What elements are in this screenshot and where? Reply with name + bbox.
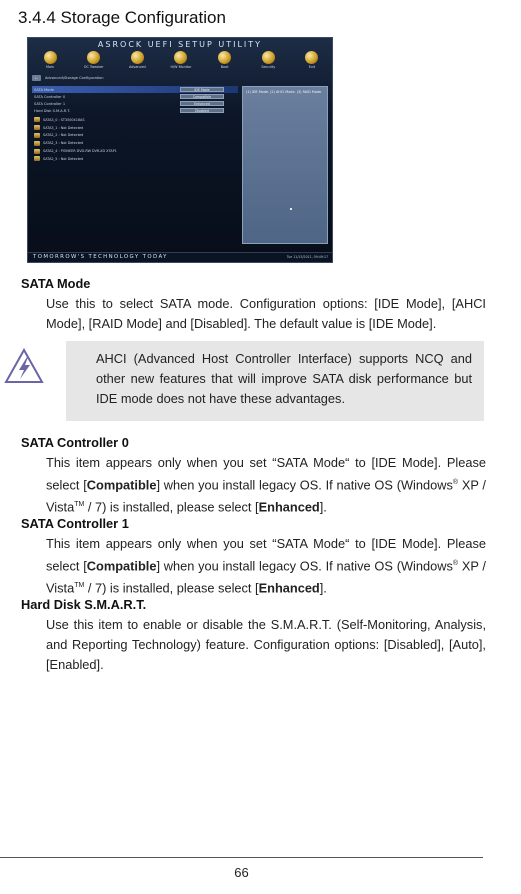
bios-item-sata-controller-1: SATA Controller 1 Enhanced bbox=[32, 100, 238, 107]
drive-item: SATA2_4 : PIONEER DVD-RW DVR-XD XTAP1 bbox=[34, 147, 117, 155]
oc-tweaker-icon bbox=[87, 51, 100, 64]
bios-menu-hw-monitor: H/W Monitor bbox=[167, 51, 195, 73]
sata-mode-heading: SATA Mode bbox=[21, 276, 91, 291]
page-number: 66 bbox=[234, 865, 249, 880]
bios-menu-main: Main bbox=[36, 51, 64, 73]
smart-text: Use this item to enable or disable the S.M.A.R.T. (Self-Monitoring, Analysis, and Reporting Technology) feature. Configuration options: [Disabled], [Auto], [Enabled]. bbox=[46, 617, 486, 672]
drive-item: SATA3_1 : Not Detected bbox=[34, 124, 117, 132]
disk-icon bbox=[34, 141, 40, 146]
sata-controller-1-text: This item appears only when you set “SATA Mode“ to [IDE Mode]. Please select [Compatible] when you install legacy OS. If native OS (Windows® XP / Vista™ / 7) is installed, please select [Enhanced]. bbox=[46, 536, 486, 596]
hw-monitor-icon bbox=[174, 51, 187, 64]
bios-menu-advanced: Advanced bbox=[123, 51, 151, 73]
bios-menu-security: Security bbox=[254, 51, 282, 73]
drive-item: SATA2_3 : Not Detected bbox=[34, 139, 117, 147]
disk-icon bbox=[34, 117, 40, 122]
back-arrow-icon: ← bbox=[34, 74, 39, 81]
disk-icon bbox=[34, 125, 40, 130]
security-icon bbox=[262, 51, 275, 64]
bios-footer: TOMORROW'S TECHNOLOGY TODAY Tue 11/15/2011, 09:49:17 bbox=[28, 252, 332, 262]
footer-rule bbox=[0, 857, 483, 858]
bios-help-panel: (1) IDE Mode. (2) AHCI Mode. (3) RAID Mode. bbox=[242, 86, 328, 244]
disk-icon bbox=[34, 133, 40, 138]
note-text: AHCI (Advanced Host Controller Interface) supports NCQ and other new features that will improve SATA disk performance but IDE mode does not have these advantages. bbox=[96, 351, 472, 406]
bios-value: Enhanced bbox=[180, 101, 224, 106]
smart-heading: Hard Disk S.M.A.R.T. bbox=[21, 597, 147, 612]
sata-controller-1-heading: SATA Controller 1 bbox=[21, 516, 129, 531]
bios-value: IDE Mode bbox=[180, 87, 224, 92]
bios-item-sata-controller-0: SATA Controller 0 Compatible bbox=[32, 93, 238, 100]
drive-item: SATA2_5 : Not Detected bbox=[34, 155, 117, 163]
disk-icon bbox=[34, 156, 40, 161]
sata-controller-0-heading: SATA Controller 0 bbox=[21, 435, 129, 450]
warning-lightning-icon bbox=[4, 348, 44, 389]
bios-value: Disabled bbox=[180, 108, 224, 113]
drive-item: SATA3_0 : ST3500418AS bbox=[34, 116, 117, 124]
sata-controller-0-text: This item appears only when you set “SATA Mode“ to [IDE Mode]. Please select [Compatible] when you install legacy OS. If native OS (Windows® XP / Vista™ / 7) is installed, please select [Enhanced]. bbox=[46, 455, 486, 515]
bios-menu-bar bbox=[36, 51, 326, 73]
bios-item-sata-mode: SATA Mode IDE Mode bbox=[32, 86, 238, 93]
bios-drive-list bbox=[34, 116, 117, 163]
section-title: 3.4.4 Storage Configuration bbox=[18, 8, 226, 27]
bios-menu-exit: Exit bbox=[298, 51, 326, 73]
bios-screenshot bbox=[27, 37, 333, 263]
boot-icon bbox=[218, 51, 231, 64]
bios-menu-boot: Boot bbox=[211, 51, 239, 73]
sata-mode-text: Use this to select SATA mode. Configuration options: [IDE Mode], [AHCI Mode], [RAID Mode] and [Disabled]. The default value is [IDE Mode]. bbox=[46, 296, 486, 331]
exit-icon bbox=[305, 51, 318, 64]
mouse-cursor-icon bbox=[290, 208, 292, 210]
note-box bbox=[66, 341, 484, 421]
drive-item: SATA2_2 : Not Detected bbox=[34, 132, 117, 140]
bios-settings-list bbox=[32, 86, 238, 114]
bios-menu-oc-tweaker: OC Tweaker bbox=[80, 51, 108, 73]
disk-icon bbox=[34, 149, 40, 154]
main-icon bbox=[44, 51, 57, 64]
bios-breadcrumb: ← Advanced\Storage Configuration bbox=[34, 74, 104, 81]
advanced-icon bbox=[131, 51, 144, 64]
bios-value: Compatible bbox=[180, 94, 224, 99]
bios-item-smart: Hard Disk S.M.A.R.T. Disabled bbox=[32, 107, 238, 114]
bios-banner: ASROCK UEFI SETUP UTILITY bbox=[97, 40, 263, 49]
